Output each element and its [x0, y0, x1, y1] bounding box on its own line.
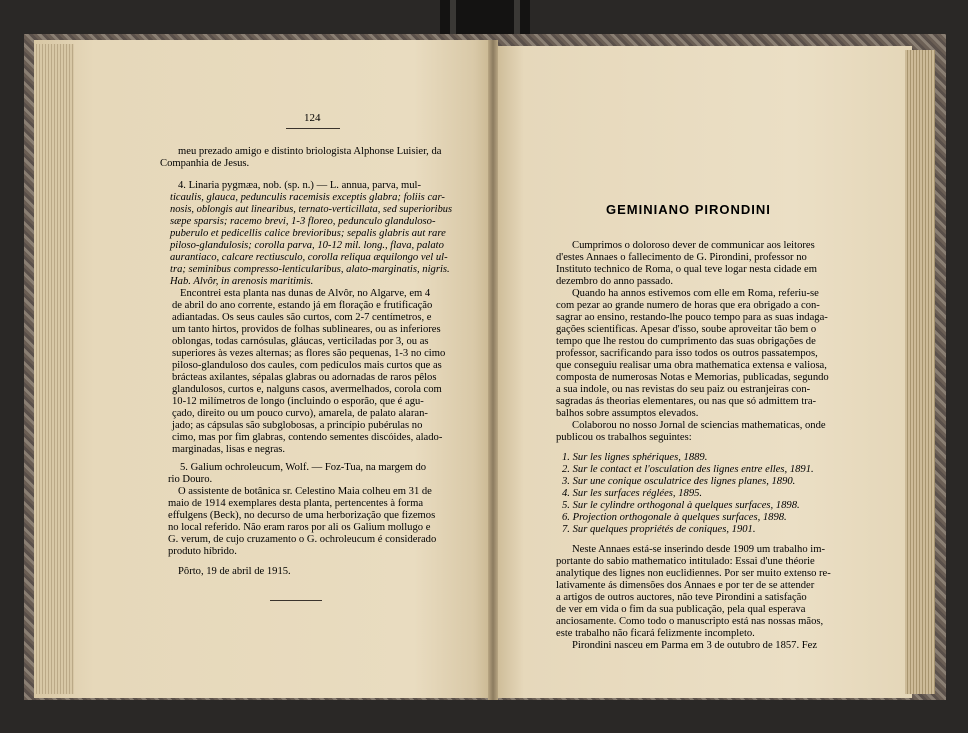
species-heading: 5. Galium ochroleucum, Wolf. — Foz-Tua, na margem do [180, 462, 427, 473]
text-line: 10-12 milímetros de longo (incluindo o esporão, que é agu- [172, 396, 424, 407]
works-list-item: 5. Sur le cylindre orthogonal à quelques surfaces, 1898. [562, 500, 800, 511]
text-line: a sua indole, ou nas revistas do seu paiz ou estranjeiras con- [556, 384, 811, 395]
text-line: rio Douro. [168, 474, 213, 485]
text-line: maio de 1914 exemplares desta planta, pertencentes à forma [168, 498, 424, 509]
text-line: effulgens (Beck), no decurso de uma herborização que fizemos [168, 510, 436, 521]
text-line: O assistente de botânica sr. Celestino Maia colheu em 31 de [178, 486, 432, 497]
text-line: Neste Annaes está-se inserindo desde 1909 um trabalho im- [572, 544, 826, 555]
text-line: Colaborou no nosso Jornal de sciencias mathematicas, onde [572, 420, 826, 431]
text-line: portante do sabio mathematico intitulado: Essai d'une théorie [556, 556, 815, 567]
article-title: GEMINIANO PIRONDINI [606, 202, 771, 217]
text-line: meu prezado amigo e distinto briologista Alphonse Luisier, da [178, 146, 442, 157]
text-line: um tanto hirtos, providos de folhas sublineares, ou as inferiores [172, 324, 441, 335]
latin-description: aurantiaco, calcare rectiusculo, corolla reliqua æquilongo vel ul- [170, 252, 448, 263]
text-line: oblongas, todas carnósulas, gláucas, verticiladas por 3, ou as [172, 336, 429, 347]
latin-description: nosis, oblongis aut linearibus, ternato-verticillata, sed superioribus [170, 204, 453, 215]
text-line: lativamente ás dimensões dos Annaes e por ter de se attender [556, 580, 815, 591]
end-rule [270, 600, 322, 601]
text-line: marginadas, lisas e negras. [172, 444, 286, 455]
text-line: de ver em vida o fim da sua publicação, pela qual esperava [556, 604, 806, 615]
text-line: sagrar ao ensino, restando-lhe pouco tempo para as suas indaga- [556, 312, 828, 323]
text-line: G. verum, de cujo cruzamento o G. ochroleucum é considerado [168, 534, 437, 545]
text-line: piloso-glanduloso dos caules, com pedículos mais curtos que as [172, 360, 442, 371]
latin-description: Hab. Alvôr, in arenosis maritimis. [170, 276, 314, 287]
text-line: balhos sobre assumptos elevados. [556, 408, 699, 419]
text-line: Instituto technico de Roma, o qual teve logar nesta cidade em [556, 264, 817, 275]
text-line: Pirondini nasceu em Parma em 3 de outubro de 1857. Fez [572, 640, 818, 651]
text-line: d'estes Annaes o fallecimento de G. Pirondini, professor no [556, 252, 807, 263]
works-list-item: 4. Sur les surfaces réglées, 1895. [562, 488, 703, 499]
text-line: este trabalho não ficará felizmente incompleto. [556, 628, 755, 639]
latin-description: tra; seminibus compresso-lenticularibus, alato-marginatis, nigris. [170, 264, 450, 275]
text-line: brácteas axilantes, sépalas glabras ou adornadas de raros pêlos [172, 372, 437, 383]
text-line: analytique des lignes non euclidiennes. Por ser muito extenso re- [556, 568, 831, 579]
text-line: professor, sacrificando para isso todos os outros passatempos, [556, 348, 818, 359]
text-line: com pezar ao grande numero de horas que era obrigado a con- [556, 300, 820, 311]
text-line: cimo, mas por fim glabras, contendo sementes discóides, alado- [172, 432, 443, 443]
latin-description: puberulo et pedicellis calice brevioribus; sepalis glabris aut rare [170, 228, 446, 239]
text-line: Cumprimos o doloroso dever de communicar aos leitores [572, 240, 815, 251]
species-heading: 4. Linaria pygmæa, nob. (sp. n.) — L. annua, parva, mul- [178, 180, 422, 191]
right-page-edges [905, 50, 935, 694]
works-list-item: 7. Sur quelques propriétés de coniques, 1901. [562, 524, 756, 535]
text-line: Quando ha annos estivemos com elle em Roma, referiu-se [572, 288, 819, 299]
book-gutter [488, 40, 498, 700]
text-line: glandulosos, curtos e, nalguns casos, avermelhados, corola com [172, 384, 442, 395]
text-line: anciosamente. Como todo o manuscripto está nas nossas mãos, [556, 616, 824, 627]
header-rule [286, 128, 340, 129]
text-line: jado; as cápsulas são subglobosas, a princípio pubérulas no [172, 420, 423, 431]
text-line: que conseguiu realisar uma obra mathematica extensa e valiosa, [556, 360, 827, 371]
text-line: dezembro do anno passado. [556, 276, 674, 287]
text-line: superiores às vezes alternas; as flores são pequenas, 1-3 no cimo [172, 348, 446, 359]
text-line: adiantadas. Os seus caules são curtos, com 2-7 centímetros, e [172, 312, 432, 323]
text-line: çado, direito ou um pouco curvo), amarela, de palato alaran- [172, 408, 428, 419]
latin-description: sæpe sparsis; racemo brevi, 1-3 floreo, pedunculo glanduloso- [170, 216, 436, 227]
text-line: Encontrei esta planta nas dunas de Alvôr, no Algarve, em 4 [180, 288, 431, 299]
text-line: sagradas ás theorias elementares, ou nas que só admittem tra- [556, 396, 817, 407]
text-line: produto híbrido. [168, 546, 237, 557]
text-line: Companhia de Jesus. [160, 158, 250, 169]
text-line: no local referido. Não eram raros por ali os Galium mollugo e [168, 522, 431, 533]
left-page-edges [34, 44, 74, 694]
latin-description: piloso-glandulosis; corolla parva, 10-12 mil. long., flava, palato [170, 240, 444, 251]
works-list-item: 3. Sur une conique osculatrice des lignes planes, 1890. [562, 476, 796, 487]
page-number: 124 [304, 112, 321, 124]
works-list-item: 2. Sur le contact et l'osculation des lignes entre elles, 1891. [562, 464, 814, 475]
latin-description: ticaulis, glauca, pedunculis racemisis exceptis glabra; foliis car- [170, 192, 445, 203]
text-line: composta de numerosas Notas e Memorias, publicadas, segundo [556, 372, 829, 383]
signature-date: Pôrto, 19 de abril de 1915. [178, 566, 291, 577]
text-line: a artigos de outros auctores, não teve Pirondini a satisfação [556, 592, 807, 603]
works-list-item: 6. Projection orthogonale à quelques surfaces, 1898. [562, 512, 787, 523]
text-line: de abril do ano corrente, estando já em floração e frutificação [172, 300, 433, 311]
text-line: tempo que lhe restou do cumprimento das suas obrigações de [556, 336, 816, 347]
text-line: publicou os trabalhos seguintes: [556, 432, 692, 443]
text-line: gações scientificas. Apesar d'isso, soube aproveitar tão bem o [556, 324, 817, 335]
works-list-item: 1. Sur les lignes sphériques, 1889. [562, 452, 708, 463]
